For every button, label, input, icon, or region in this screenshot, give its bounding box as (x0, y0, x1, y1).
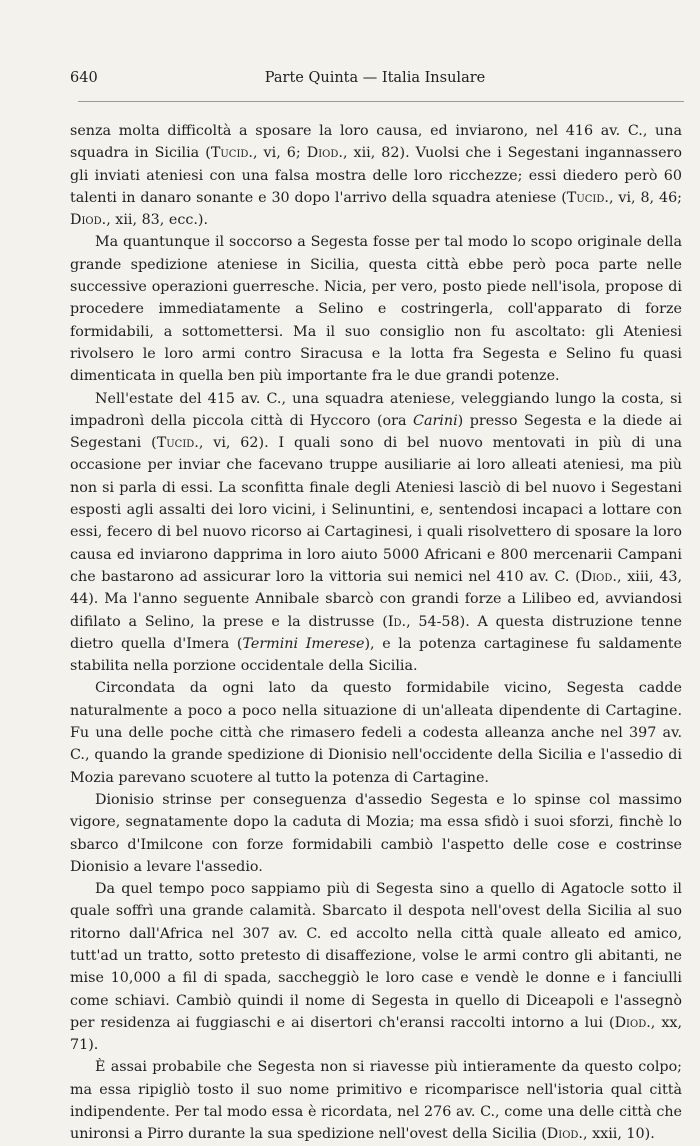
citation-author: Diod. (70, 212, 107, 229)
paragraph: Circondata da ogni lato da questo formidabile vicino, Segesta cadde naturalmente a poco a poco nella situazione di un'alleata dipendente di Cartagine. Fu una delle poche città che rimasero fedeli a codesta alleanza anche nel 397 av. C., quando la grande spedizione di Dionisio nell'occidente della Sicilia e l'assedio di Mozia parevano scuotere al tutto la potenza di Cartagine. (70, 680, 682, 786)
citation-author: Diod. (306, 145, 343, 162)
running-title: Parte Quinta — Italia Insulare (264, 70, 486, 86)
paragraph: senza molta difficoltà a sposare la loro causa, ed inviarono, nel 416 av. C., una squadra in Sicilia (Tucid., vi, 6; Diod., xii, 82). Vuolsi che i Segestani ingannassero gli inviati ateniesi con una falsa mostra delle loro ricchezze; essi diedero però 60 talenti in danaro sonante e 30 dopo l'arrivo della squadra ateniese (Tucid., vi, 8, 46; Diod., xii, 83, ecc.). (70, 123, 683, 229)
page-header (70, 70, 680, 92)
italic-place-name: Termini Imerese (242, 635, 365, 652)
citation-author: Id. (387, 613, 407, 630)
italic-place-name: Carini (413, 412, 458, 429)
citation-author: Tucid. (156, 435, 199, 452)
citation-author: Diod. (580, 568, 617, 585)
paragraph: Da quel tempo poco sappiamo più di Segesta sino a quello di Agatocle sotto il quale soffrì una grande calamità. Sbarcato il despota nell'ovest della Sicilia al suo ritorno dall'Africa nel 307 av. C. ed accolto nella città quale alleato ed amico, tutt'ad un tratto, sotto pretesto di disaffezione, volse le armi contro gli abitanti, ne mise 10,000 a fil di spada, saccheggiò le loro case e vendè le donne e i fanciulli come schiavi. Cambiò quindi il nome di Segesta in quello di Diceapoli e l'assegnò per residenza ai fuggiaschi e ai disertori ch'eransi raccolti intorno a lui (Diod., xx, 71). (70, 881, 683, 1054)
header-rule (78, 101, 684, 102)
citation-author: Tucid. (566, 189, 609, 206)
citation-author: Tucid. (210, 145, 253, 162)
citation-author: Diod. (614, 1014, 651, 1031)
paragraph: Dionisio strinse per conseguenza d'assedio Segesta e lo spinse col massimo vigore, segnatamente dopo la caduta di Mozia; ma essa sfidò i suoi sforzi, finchè lo sbarco d'Imilcone con forze formidabili cambiò l'aspetto delle cose e costrinse Dionisio a levare l'assedio. (70, 791, 682, 875)
citation-author: Diod. (546, 1126, 583, 1143)
paragraph: È assai probabile che Segesta non si riavesse più intieramente da questo colpo; ma essa ripigliò tosto il suo nome primitivo e ricomparisce nell'istoria qual città indipendente. Per tal modo essa è ricordata, nel 276 av. C., come una delle città che unironsi a Pirro durante la sua spedizione nell'ovest della Sicilia (Diod., xxii, 10). (70, 1059, 682, 1143)
paragraph: Ma quantunque il soccorso a Segesta fosse per tal modo lo scopo originale della grande spedizione ateniese in Sicilia, questa città ebbe però poca parte nelle successive operazioni guerresche. Nicia, per vero, posto piede nell'isola, propose di procedere immediatamente a Selino e costringerla, coll'apparato di forze formidabili, a sottomettersi. Ma il suo consiglio non fu ascoltato: gli Ateniesi rivolsero le loro armi contro Siracusa e la lotta fra Segesta e Selino fu quasi dimenticata in quella ben più importante fra le due grandi potenze. (70, 234, 682, 385)
page-number: 640 (70, 70, 98, 86)
paragraph: Nell'estate del 415 av. C., una squadra ateniese, veleggiando lungo la costa, si impadronì della piccola città di Hyccoro (ora Carini) presso Segesta e la diede ai Segestani (Tucid., vi, 62). I quali sono di bel nuovo mentovati in più di una occasione per inviar che facevano truppe ausiliarie ai loro alleati ateniesi, ma più non si parla di essi. La sconfitta finale degli Ateniesi lasciò di bel nuovo i Segestani esposti agli assalti dei loro vicini, i Selinuntini, e, sentendosi incapaci a lottare con essi, fecero di bel nuovo ricorso ai Cartaginesi, i quali risolvettero di sposare la loro causa ed inviarono dapprima in loro aiuto 5000 Africani e 800 mercenarii Campani che bastarono ad assicurar loro la vittoria sui nemici nel 410 av. C. (Diod., xiii, 43, 44). Ma l'anno seguente Annibale sbarcò con grandi forze a Lilibeo ed, avviandosi difilato a Selino, la prese e la distrusse (Id., 54-58). A questa distruzione tenne dietro quella d'Imera (Termini Imerese), e la potenza cartaginese fu saldamente stabilita nella porzione occidentale della Sicilia. (70, 390, 683, 675)
body-text (70, 120, 682, 1146)
